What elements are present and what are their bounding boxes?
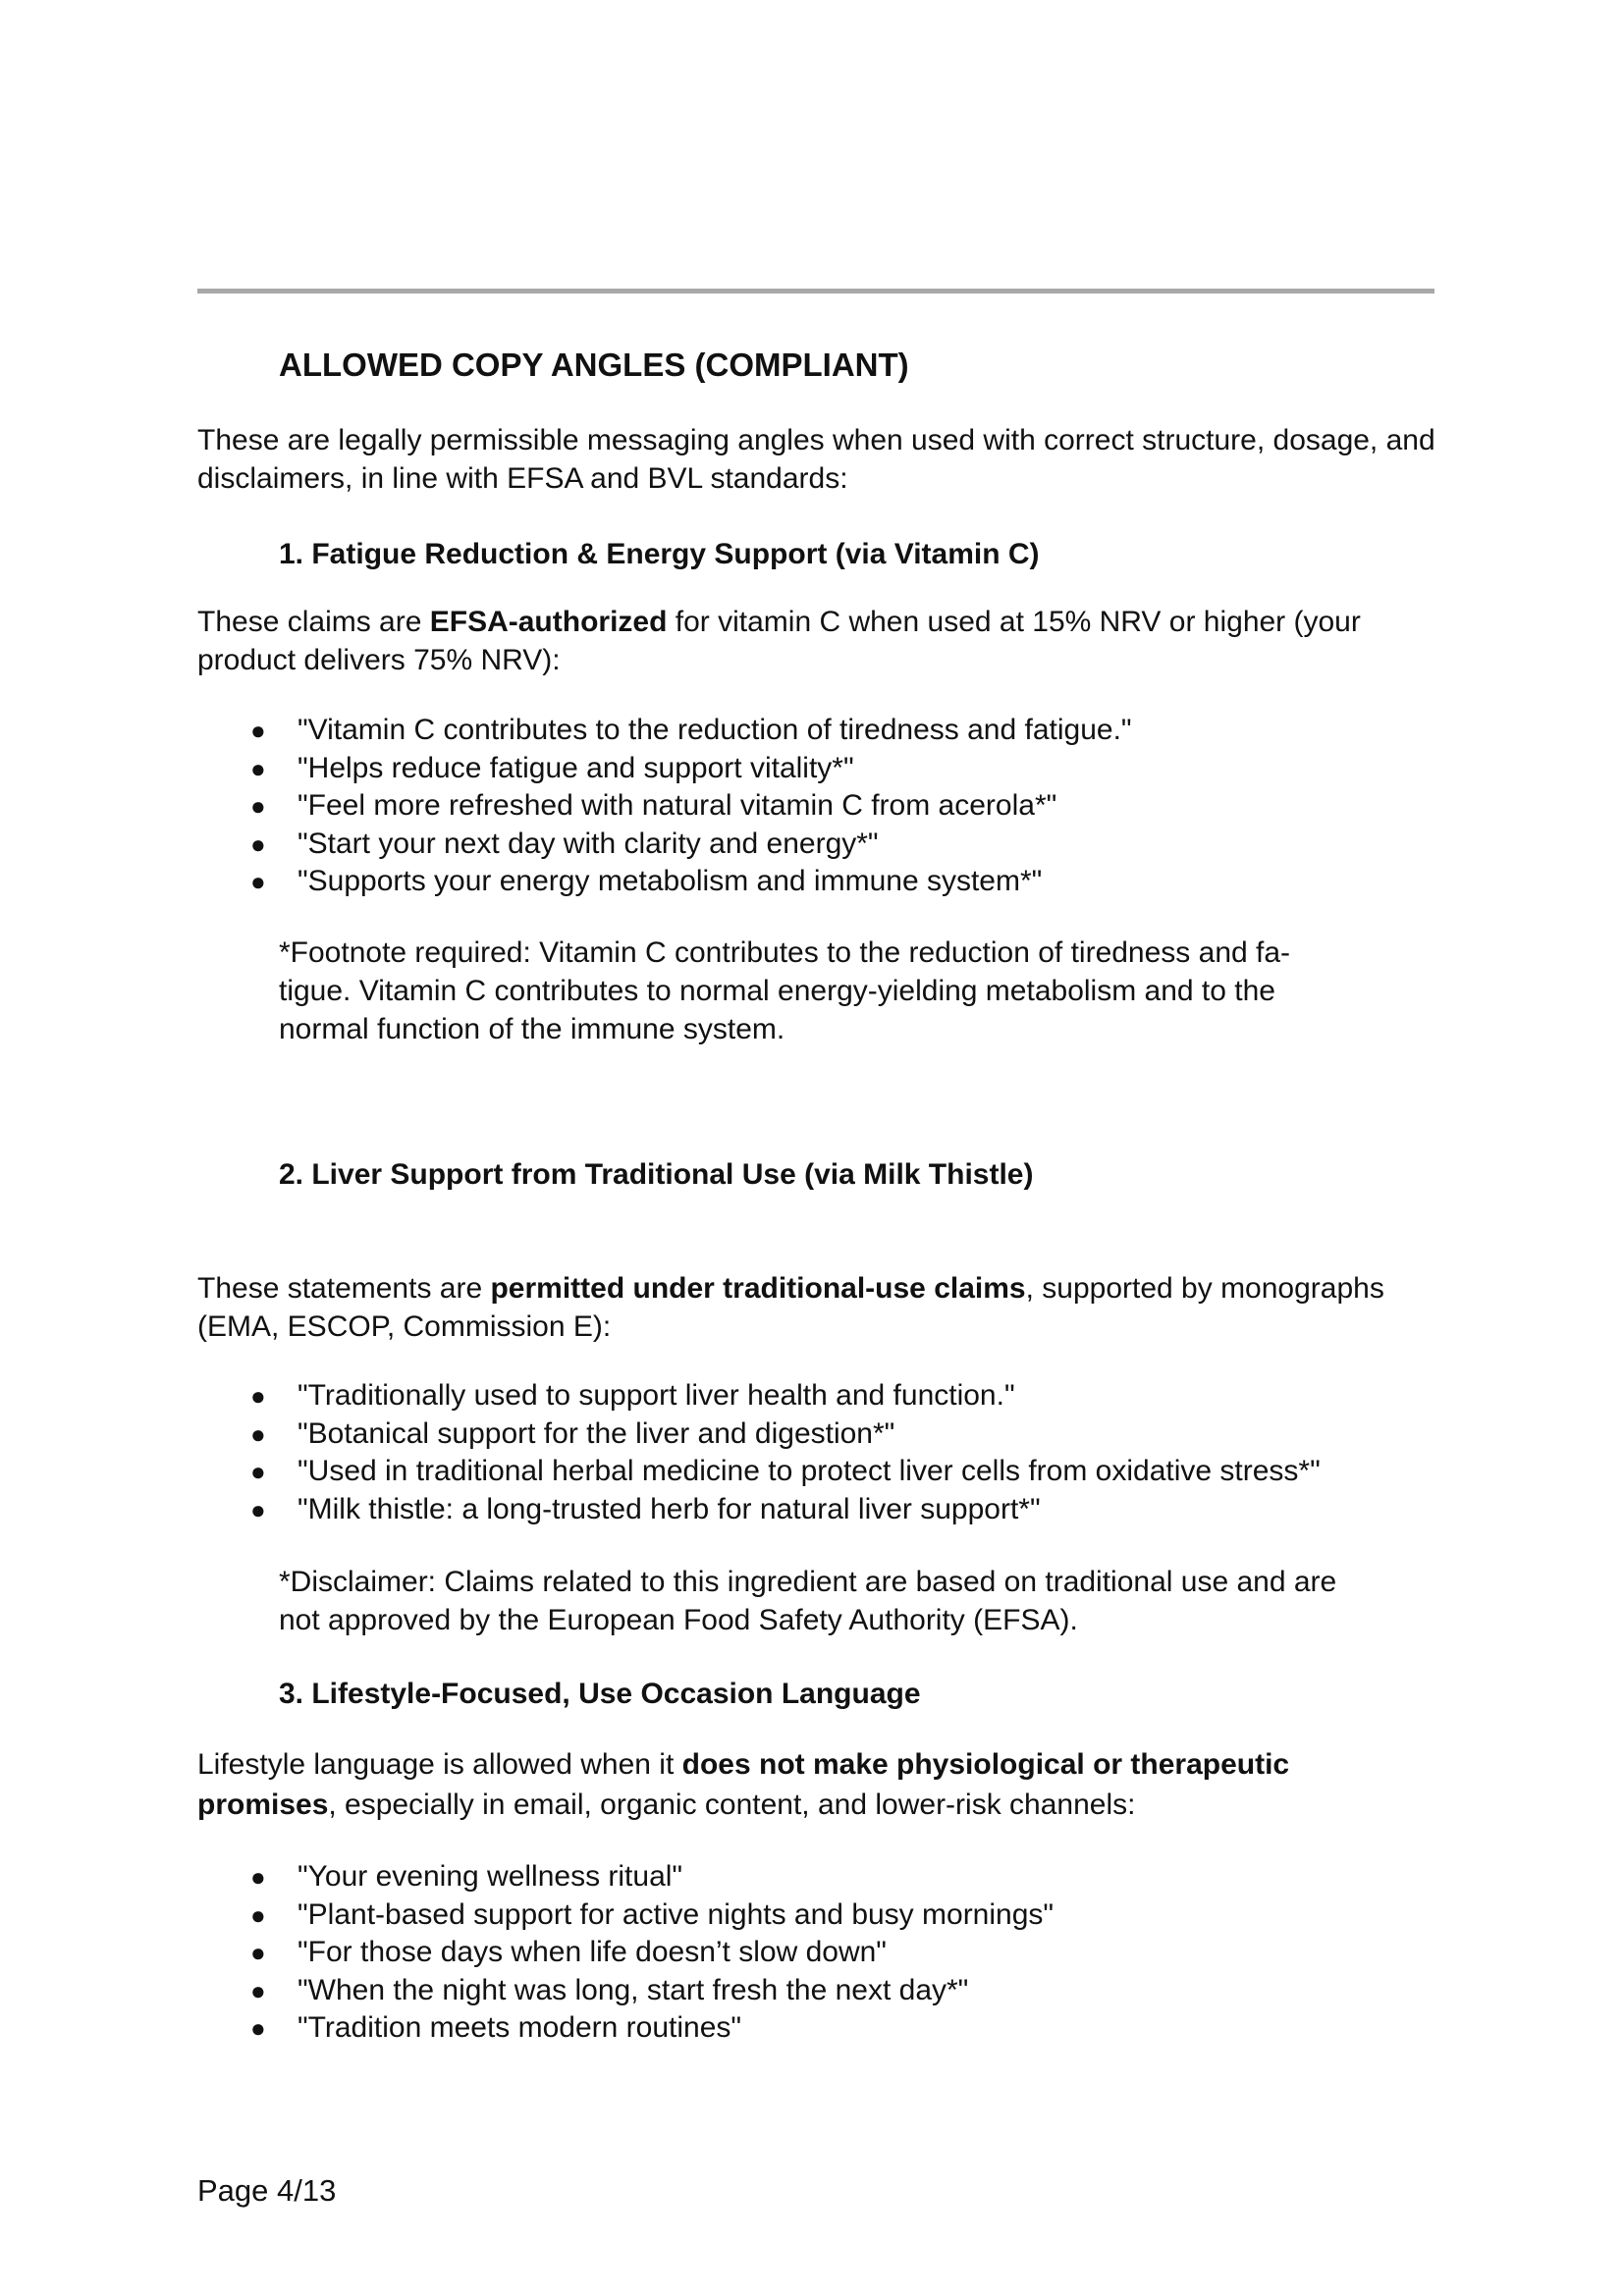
section2-disclaimer: *Disclaimer: Claims related to this ingredient are based on traditional use and are not approved by the European Food Safety Authority (EFSA).: [279, 1566, 1337, 1636]
section2-description: [197, 1269, 1444, 1346]
bullet-icon: ●: [250, 1494, 266, 1524]
intro-paragraph: These are legally permissible messaging angles when used with correct structure, dosage, and disclaimers, in line with EFSA and BVL standards:: [197, 424, 1435, 495]
page-heading: ALLOWED COPY ANGLES (COMPLIANT): [279, 347, 909, 383]
section3-title: 3. Lifestyle-Focused, Use Occasion Language: [279, 1678, 921, 1710]
list-item: [197, 1377, 1321, 1415]
list-item-text: "Supports your energy metabolism and immune system*": [298, 865, 1043, 897]
list-item: [197, 1972, 1054, 2010]
bullet-icon: ●: [250, 716, 266, 745]
list-item-text: "For those days when life doesn’t slow down": [298, 1936, 887, 1968]
bullet-icon: ●: [250, 1899, 266, 1930]
list-item: [197, 1415, 1321, 1454]
horizontal-rule: [197, 289, 1434, 294]
section3-desc-bold: does not make physiological or therapeutic promises: [197, 1748, 1290, 1821]
bullet-icon: ●: [250, 1418, 266, 1449]
list-item: [197, 1858, 1054, 1896]
section2-title: 2. Liver Support from Traditional Use (via Milk Thistle): [279, 1158, 1034, 1191]
section3-bullet-list: [197, 1858, 1054, 2048]
section2-bullet-list: [197, 1377, 1321, 1528]
list-item-text: "Used in traditional herbal medicine to protect liver cells from oxidative stress*": [298, 1455, 1321, 1487]
section2-desc-bold: permitted under traditional-use claims: [490, 1272, 1026, 1305]
list-item-text: "Start your next day with clarity and energy*": [298, 827, 879, 860]
section1-description: [197, 603, 1444, 679]
list-item: [197, 826, 1132, 864]
list-item-text: "Vitamin C contributes to the reduction of tiredness and fatigue.": [298, 714, 1132, 746]
page-number: Page 4/13: [197, 2173, 337, 2208]
bullet-icon: ●: [250, 1862, 266, 1892]
list-item-text: "Botanical support for the liver and digestion*": [298, 1416, 895, 1450]
bullet-icon: ●: [250, 1975, 266, 2005]
list-item-text: "Feel more refreshed with natural vitamin C from acerola*": [298, 789, 1057, 822]
list-item: [197, 863, 1132, 901]
section2-desc-before: These statements are: [197, 1272, 491, 1305]
section3-desc-before: Lifestyle language is allowed when it: [197, 1748, 682, 1781]
list-item-text: "Plant-based support for active nights and busy mornings": [298, 1897, 1055, 1931]
section3-desc-after: , especially in email, organic content, and lower-risk channels:: [328, 1789, 1136, 1821]
list-item: [197, 787, 1132, 826]
list-item: [197, 1453, 1321, 1491]
list-item-text: "Helps reduce fatigue and support vitality*": [298, 751, 854, 784]
list-item: [197, 1491, 1321, 1529]
section1-footnote: *Footnote required: Vitamin C contributes to the reduction of tiredness and fa- tigue. Vitamin C contributes to normal energy-yielding metabolism and to the normal function of the immune system.: [279, 936, 1291, 1045]
list-item: [197, 2009, 1054, 2048]
list-item: [197, 1934, 1054, 1972]
section2-desc-after: , supported by monographs (EMA, ESCOP, Commission E):: [197, 1272, 1384, 1343]
bullet-icon: ●: [250, 2013, 266, 2043]
bullet-icon: ●: [250, 1938, 266, 1967]
bullet-icon: ●: [250, 791, 266, 821]
bullet-icon: ●: [250, 828, 266, 859]
list-item-text: "Milk thistle: a long-trusted herb for natural liver support*": [298, 1492, 1041, 1525]
list-item-text: "Tradition meets modern routines": [298, 2011, 742, 2044]
bullet-icon: ●: [250, 1457, 266, 1486]
section1-bullet-list: [197, 712, 1132, 901]
section1-desc-bold: EFSA-authorized: [429, 606, 668, 638]
list-item-text: "When the night was long, start fresh the next day*": [298, 1973, 969, 2006]
section1-desc-after: for vitamin C when used at 15% NRV or higher (your product delivers 75% NRV):: [197, 606, 1361, 676]
bullet-icon: ●: [250, 1381, 266, 1411]
bullet-icon: ●: [250, 753, 266, 783]
list-item: [197, 712, 1132, 750]
section3-description: [197, 1744, 1356, 1825]
list-item-text: "Your evening wellness ritual": [298, 1860, 683, 1893]
list-item: [197, 750, 1132, 788]
list-item: [197, 1896, 1054, 1935]
section1-title: 1. Fatigue Reduction & Energy Support (via Vitamin C): [279, 538, 1040, 570]
section1-desc-before: These claims are: [197, 606, 430, 638]
list-item-text: "Traditionally used to support liver health and function.": [298, 1379, 1015, 1412]
bullet-icon: ●: [250, 867, 266, 896]
